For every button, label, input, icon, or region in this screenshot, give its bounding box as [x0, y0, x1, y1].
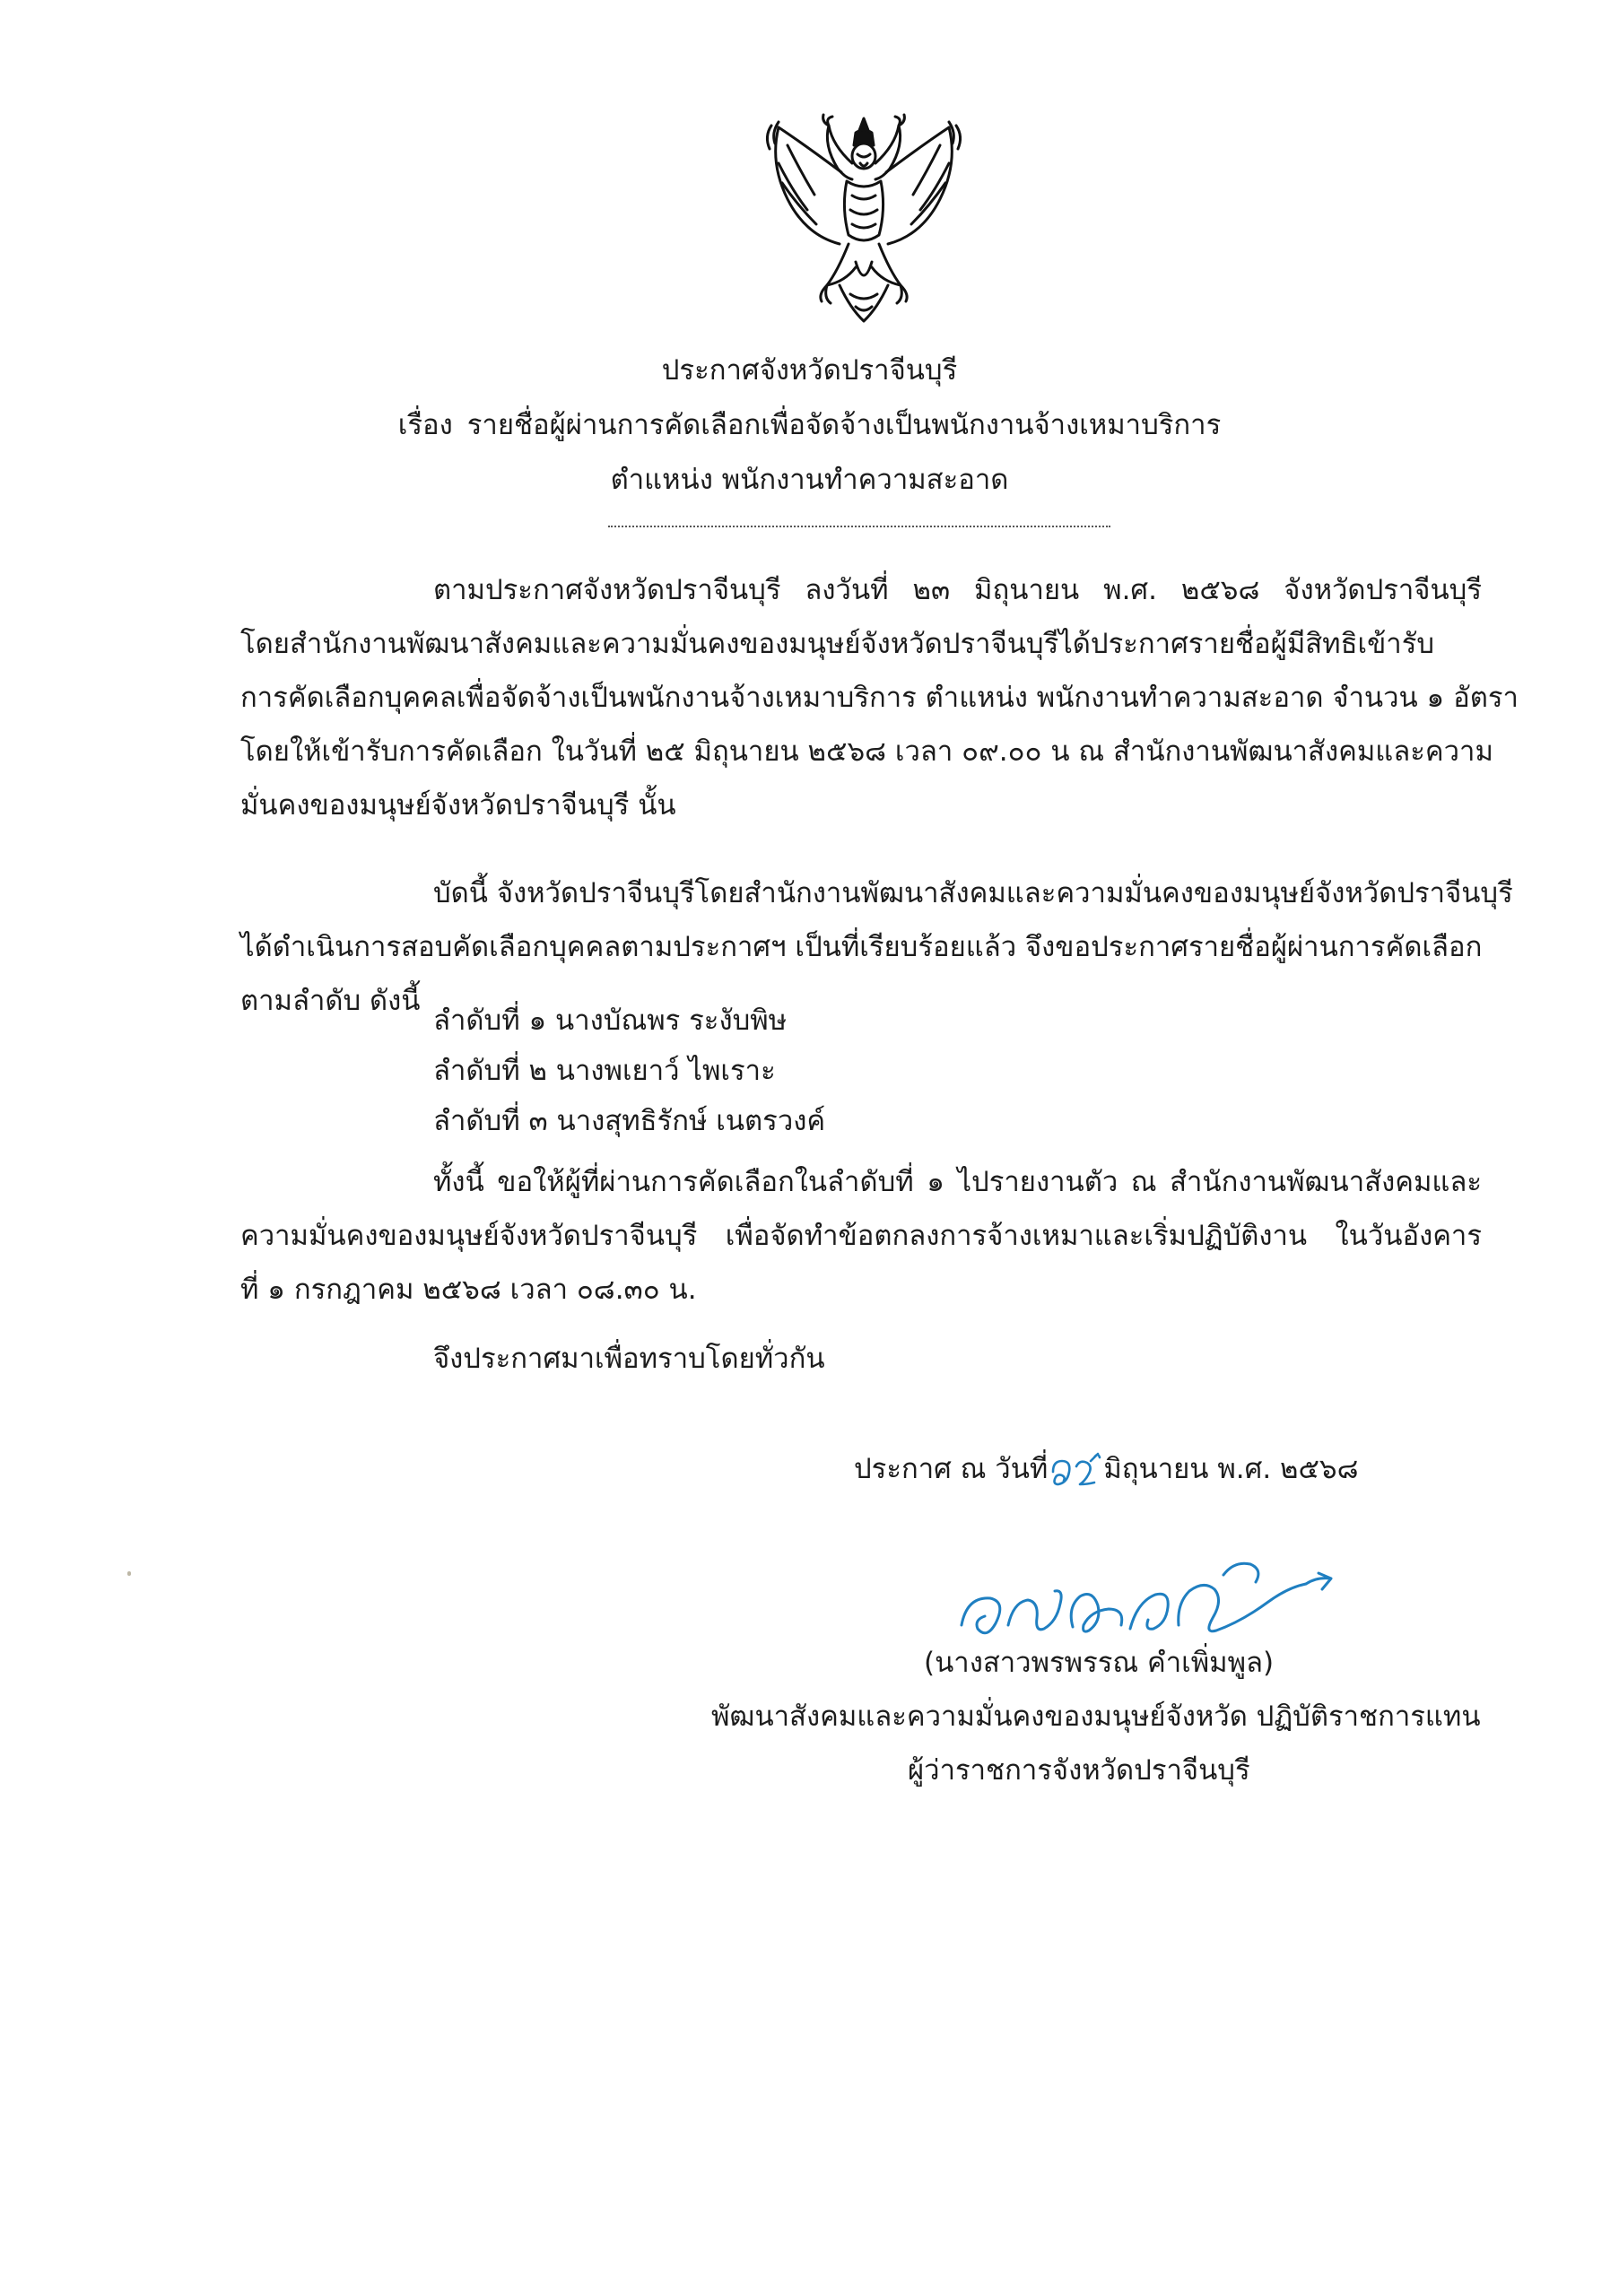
ranking-list [433, 1002, 825, 1152]
paragraph-line: มั่นคงของมนุษย์จังหวัดปราจีนบุรี นั้น [240, 789, 676, 822]
paragraph-result [240, 874, 1513, 1036]
announcement-title: ประกาศจังหวัดปราจีนบุรี [661, 354, 958, 387]
paragraph-line: ทั้งนี้ ขอให้ผู้ที่ผ่านการคัดเลือกในลำดับที่ ๑ ไปรายงานตัว ณ สำนักงานพัฒนาสังคมและ [433, 1166, 1482, 1198]
ranking-item: ลำดับที่ ๒ นางพเยาว์ ไพเราะ [433, 1055, 776, 1087]
announcement-position: ตำแหน่ง พนักงานทำความสะอาด [610, 464, 1009, 496]
paragraph-line: ตามลำดับ ดังนี้ [240, 985, 421, 1017]
handwritten-day-icon [1048, 1445, 1103, 1495]
paragraph-background [240, 571, 1519, 840]
dotted-divider [608, 526, 1110, 527]
handwritten-signature [954, 1525, 1349, 1659]
paragraph-line: ได้ดำเนินการสอบคัดเลือกบุคคลตามประกาศฯ เป็นที่เรียบร้อยแล้ว จึงขอประกาศรายชื่อผู้ผ่านการคัดเลือก [240, 931, 1483, 963]
announcement-subject [0, 406, 1619, 444]
paragraph-line: การคัดเลือกบุคคลเพื่อจัดจ้างเป็นพนักงานจ้างเหมาบริการ ตำแหน่ง พนักงานทำความสะอาด จำนวน ๑ อัตรา [240, 682, 1519, 714]
closing-statement: จึงประกาศมาเพื่อทราบโดยทั่วกัน [433, 1343, 825, 1375]
paragraph-line: โดยสำนักงานพัฒนาสังคมและความมั่นคงของมนุษย์จังหวัดปราจีนบุรีได้ประกาศรายชื่อผู้มีสิทธิเข้ารับ [240, 628, 1435, 660]
paragraph-report [240, 1163, 1482, 1325]
ranking-item: ลำดับที่ ๓ นางสุทธิรักษ์ เนตรวงค์ [433, 1105, 826, 1137]
announcement-date [854, 1450, 1359, 1490]
signer-role: ผู้ว่าราชการจังหวัดปราจีนบุรี [908, 1754, 1250, 1787]
paragraph-line: ตามประกาศจังหวัดปราจีนบุรี ลงวันที่ ๒๓ มิถุนายน พ.ศ. ๒๕๖๘ จังหวัดปราจีนบุรี [433, 574, 1482, 606]
paragraph-line: ที่ ๑ กรกฎาคม ๒๕๖๘ เวลา ๐๘.๓๐ น. [240, 1274, 697, 1306]
paragraph-line: บัดนี้ จังหวัดปราจีนบุรีโดยสำนักงานพัฒนาสังคมและความมั่นคงของมนุษย์จังหวัดปราจีนบุรี [433, 877, 1513, 909]
garuda-emblem-icon [752, 109, 976, 334]
ranking-item: ลำดับที่ ๑ นางบัณพร ระงับพิษ [433, 1004, 788, 1037]
subject-label: เรื่อง [397, 409, 453, 441]
paper-speck [127, 1571, 131, 1576]
date-suffix: มิถุนายน พ.ศ. ๒๕๖๘ [1103, 1453, 1359, 1485]
paragraph-line: ความมั่นคงของมนุษย์จังหวัดปราจีนบุรี เพื่อจัดทำข้อตกลงการจ้างเหมาและเริ่มปฏิบัติงาน ในวันอังคาร [240, 1220, 1482, 1252]
paragraph-line: โดยให้เข้ารับการคัดเลือก ในวันที่ ๒๕ มิถุนายน ๒๕๖๘ เวลา ๐๙.๐๐ น ณ สำนักงานพัฒนาสังคมและความ [240, 735, 1493, 768]
signer-title: พัฒนาสังคมและความมั่นคงของมนุษย์จังหวัด ปฏิบัติราชการแทน [711, 1700, 1481, 1733]
subject-text: รายชื่อผู้ผ่านการคัดเลือกเพื่อจัดจ้างเป็นพนักงานจ้างเหมาบริการ [466, 409, 1222, 441]
handwritten-day [1048, 1452, 1103, 1490]
date-prefix: ประกาศ ณ วันที่ [854, 1453, 1049, 1485]
signer-name: (นางสาวพรพรรณ คำเพิ่มพูล) [924, 1647, 1275, 1679]
